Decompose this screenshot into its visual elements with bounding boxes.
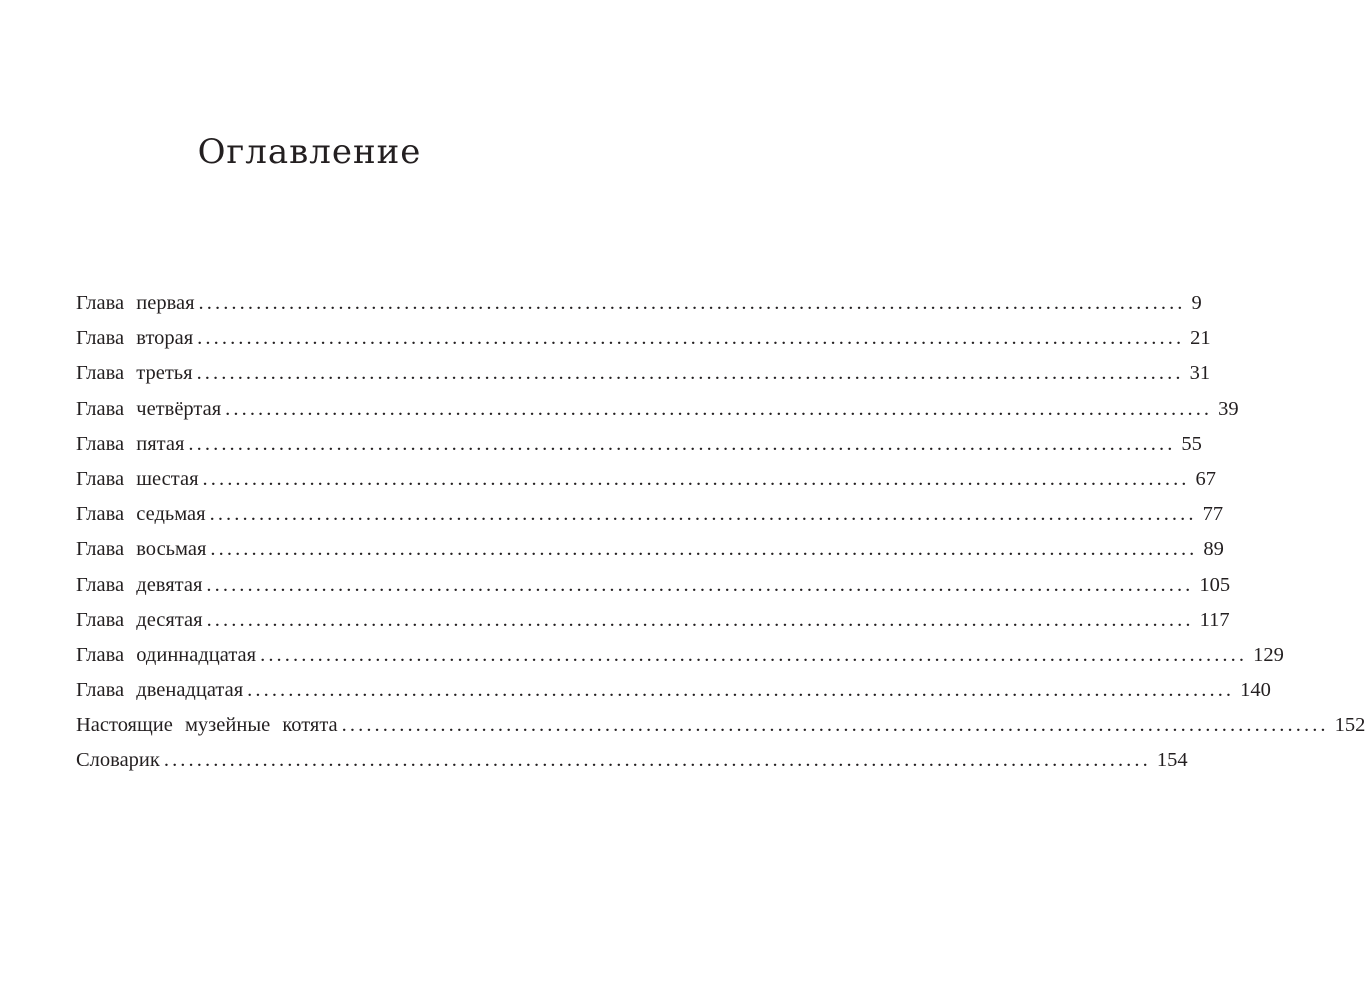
dot-leader: ........................................................................................................................ — [341, 714, 1329, 737]
dot-leader: ........................................................................................................................ — [225, 397, 1213, 420]
toc-entry[interactable] — [76, 638, 1284, 673]
toc-entry[interactable] — [76, 497, 1224, 532]
toc-entry-page: 9 — [1191, 292, 1202, 314]
toc-entry[interactable] — [76, 427, 1202, 462]
toc-entry[interactable] — [76, 321, 1211, 356]
toc-entry-title: Глава одиннадцатая — [76, 643, 257, 666]
toc-entry[interactable] — [76, 356, 1211, 391]
dot-leader: ........................................................................................................................ — [163, 749, 1151, 772]
page-title: Оглавление — [197, 132, 422, 172]
dot-leader: ........................................................................................................................ — [260, 643, 1248, 666]
toc-entry-title: Глава третья — [76, 362, 193, 385]
toc-entry[interactable] — [76, 532, 1224, 567]
toc-entry-page: 21 — [1190, 327, 1211, 350]
dot-leader: ........................................................................................................................ — [206, 608, 1194, 631]
toc-entry-page: 39 — [1218, 397, 1239, 420]
toc-entry-page: 117 — [1199, 608, 1230, 631]
dot-leader: ........................................................................................................................ — [209, 503, 1197, 526]
toc-entry-title: Глава девятая — [76, 573, 203, 596]
toc-entry-title: Словарик — [76, 749, 160, 772]
dot-leader: ........................................................................................................................ — [210, 538, 1198, 561]
toc-entry[interactable] — [76, 392, 1239, 427]
toc-entry[interactable] — [76, 286, 1202, 321]
dot-leader: ........................................................................................................................ — [188, 432, 1176, 455]
toc-entry[interactable] — [76, 603, 1230, 638]
toc-entry-title: Глава двенадцатая — [76, 679, 244, 702]
toc-entry-title: Глава четвёртая — [76, 397, 222, 420]
toc-entry-title: Глава восьмая — [76, 538, 207, 561]
dot-leader: ........................................................................................................................ — [206, 573, 1194, 596]
toc-entry-page: 67 — [1195, 467, 1217, 490]
toc-entry-page: 55 — [1181, 432, 1202, 455]
toc-entry-page: 105 — [1199, 573, 1231, 596]
dot-leader: ........................................................................................................................ — [198, 292, 1186, 314]
toc-entry-page: 140 — [1240, 679, 1271, 702]
dot-leader: ........................................................................................................................ — [202, 467, 1190, 490]
toc-entry-title: Глава вторая — [76, 327, 194, 350]
toc-entry-page: 154 — [1156, 749, 1188, 772]
toc-entry-title: Глава седьмая — [76, 503, 206, 526]
toc-entry-page: 129 — [1253, 643, 1284, 666]
toc-entry-page: 31 — [1189, 362, 1211, 385]
toc-entry-page: 77 — [1202, 503, 1224, 526]
toc-entry-title: Глава первая — [76, 292, 195, 314]
toc-entry-title: Глава десятая — [76, 608, 203, 631]
toc-entry[interactable] — [76, 673, 1271, 708]
toc-entry-title: Глава шестая — [76, 467, 199, 490]
toc-entry[interactable] — [76, 708, 1365, 743]
dot-leader: ........................................................................................................................ — [196, 362, 1184, 385]
toc-entry[interactable] — [76, 743, 1188, 778]
toc-entry-title: Настоящие музейные котята — [76, 714, 338, 737]
toc-entry-page: 152 — [1334, 714, 1365, 737]
toc-entry-title: Глава пятая — [76, 432, 185, 455]
toc-entry[interactable] — [76, 568, 1231, 603]
dot-leader: ........................................................................................................................ — [247, 679, 1235, 702]
toc-entry-page: 89 — [1203, 538, 1224, 561]
dot-leader: ........................................................................................................................ — [197, 327, 1185, 350]
toc-entry[interactable] — [76, 462, 1217, 497]
table-of-contents — [76, 286, 1365, 779]
